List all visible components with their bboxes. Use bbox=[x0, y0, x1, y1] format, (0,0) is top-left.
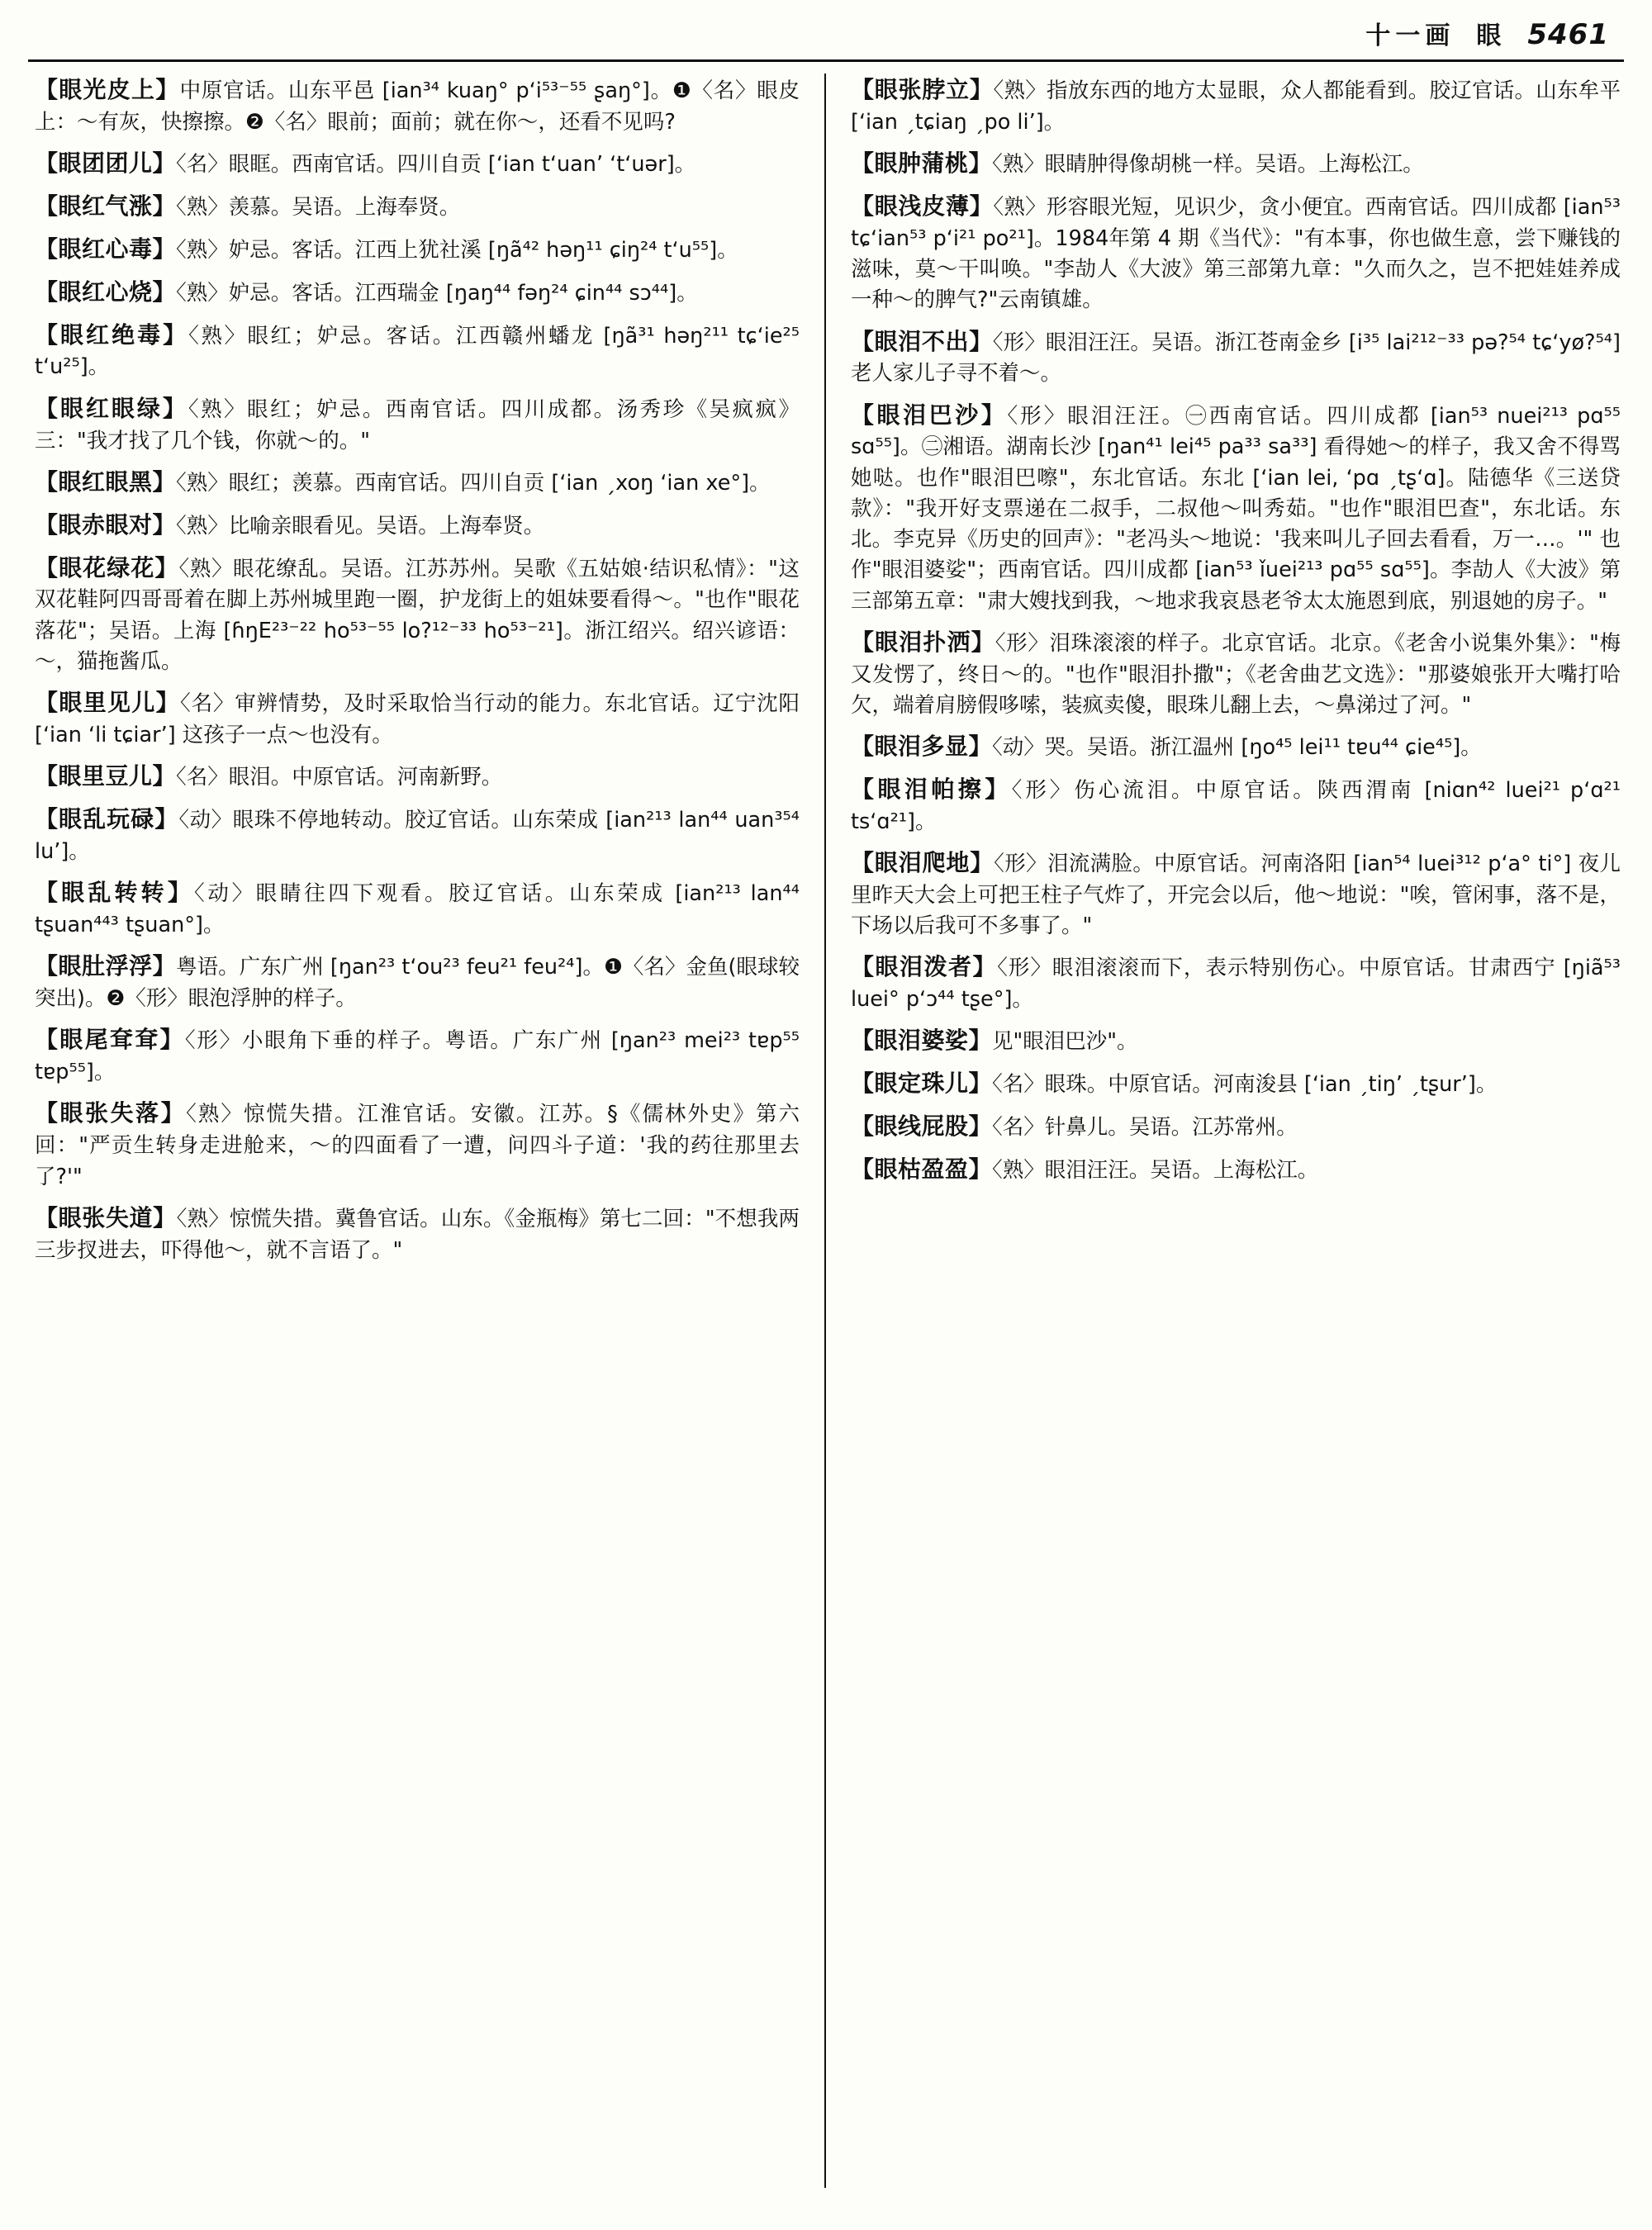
header-divider bbox=[28, 59, 1624, 62]
entry-headword: 【眼里豆儿】 bbox=[35, 762, 177, 790]
dictionary-entry bbox=[35, 276, 800, 310]
entry-body: 〈动〉哭。吴语。浙江温州 [ŋo⁴⁵ lei¹¹ tɐu⁴⁴ ɕie⁴⁵]。 bbox=[992, 735, 1482, 761]
dictionary-entry bbox=[35, 466, 800, 500]
entry-headword: 【眼泪泼者】 bbox=[851, 953, 998, 981]
entry-body: 〈熟〉指放东西的地方太显眼，众人都能看到。胶辽官话。山东牟平 [ʻian ˏtɕiaŋ ˏpo liʼ]。 bbox=[851, 78, 1621, 135]
entry-headword: 【眼红眼黑】 bbox=[35, 467, 177, 496]
entry-headword: 【眼枯盈盈】 bbox=[851, 1155, 993, 1184]
dictionary-entry bbox=[851, 730, 1621, 764]
entry-headword: 【眼泪婆娑】 bbox=[851, 1027, 993, 1055]
entry-body: 粤语。广东广州 [ŋan²³ tʻou²³ feu²¹ feu²⁴]。❶〈名〉金鱼(眼球较突出)。❷〈形〉眼泡浮肿的样子。 bbox=[35, 955, 800, 1012]
left-column bbox=[28, 74, 826, 2188]
entry-body: 中原官话。山东平邑 [ian³⁴ kuaŋ° pʻi⁵³⁻⁵⁵ ʂaŋ°]。❶〈名〉眼皮上：～有灰，快擦擦。❷〈名〉眼前；面前；就在你～，还看不见吗? bbox=[35, 78, 800, 135]
entry-body: 〈形〉小眼角下垂的样子。粤语。广东广州 [ŋan²³ mei²³ tɐp⁵⁵ tɐp⁵⁵]。 bbox=[35, 1028, 800, 1085]
header-stroke-label: 十一画 bbox=[1365, 21, 1455, 50]
entry-headword: 【眼泪不出】 bbox=[851, 327, 993, 355]
dictionary-entry bbox=[35, 876, 800, 941]
page-header bbox=[28, 15, 1624, 58]
header-section-char: 眼 bbox=[1476, 21, 1507, 50]
dictionary-entry bbox=[851, 1153, 1621, 1187]
right-column bbox=[826, 74, 1624, 2188]
entry-body: 〈动〉眼睛往四下观看。胶辽官话。山东荣成 [ian²¹³ lan⁴⁴ tʂuan⁴⁴³ tʂuan°]。 bbox=[35, 881, 800, 937]
dictionary-entry bbox=[35, 509, 800, 543]
dictionary-entry bbox=[35, 319, 800, 383]
dictionary-entry bbox=[35, 686, 800, 751]
entry-headword: 【眼肿蒲桃】 bbox=[851, 149, 993, 178]
entry-headword: 【眼乱玩碌】 bbox=[35, 805, 179, 833]
dictionary-entry bbox=[851, 74, 1621, 138]
dictionary-entry bbox=[35, 1023, 800, 1088]
dictionary-entry bbox=[851, 325, 1621, 390]
dictionary-entry bbox=[35, 147, 800, 181]
entry-body: 见"眼泪巴沙"。 bbox=[992, 1029, 1138, 1055]
entry-body: 〈形〉泪珠滚滚的样子。北京官话。北京。《老舍小说集外集》："梅又发愣了，终日～的。"也作"眼泪扑撒"；《老舍曲艺文选》："那婆娘张开大嘴打哈欠，端着肩膀假哆嗦，装疯卖傻，眼珠儿翻上去，～鼻涕过了河。" bbox=[851, 630, 1621, 718]
dictionary-entry bbox=[35, 1202, 800, 1266]
entry-headword: 【眼乱转转】 bbox=[35, 879, 195, 907]
dictionary-entry bbox=[851, 773, 1621, 837]
entry-body: 〈熟〉眼睛肿得像胡桃一样。吴语。上海松江。 bbox=[992, 152, 1424, 178]
entry-body: 〈形〉眼泪滚滚而下，表示特别伤心。中原官话。甘肃西宁 [ŋiã⁵³ luei° pʻɔ⁴⁴ tʂe°]。 bbox=[851, 956, 1621, 1013]
entry-body: 〈熟〉妒忌。客话。江西瑞金 [ŋaŋ⁴⁴ fəŋ²⁴ ɕin⁴⁴ sɔ⁴⁴]。 bbox=[176, 280, 698, 306]
entry-headword: 【眼泪扑洒】 bbox=[851, 628, 995, 656]
entry-body: 〈名〉针鼻儿。吴语。江苏常州。 bbox=[992, 1115, 1298, 1141]
entry-body: 〈熟〉眼红；妒忌。西南官话。四川成都。汤秀珍《吴疯疯》三："我才找了几个钱，你就～的。" bbox=[35, 396, 800, 453]
dictionary-entry bbox=[851, 626, 1621, 721]
entry-headword: 【眼线屁股】 bbox=[851, 1113, 993, 1141]
dictionary-entry bbox=[851, 190, 1621, 316]
entry-body: 〈熟〉惊慌失措。江淮官话。安徽。江苏。§《儒林外史》第六回："严贡生转身走进舱来，～的四面看了一遭，问四斗子道：'我的药往那里去了?'" bbox=[35, 1102, 800, 1189]
entry-body: 〈熟〉羡慕。吴语。上海奉贤。 bbox=[176, 194, 461, 220]
entry-headword: 【眼张脖立】 bbox=[851, 76, 994, 103]
dictionary-entry bbox=[35, 1097, 800, 1192]
entry-body: 〈形〉伤心流泪。中原官话。陕西渭南 [niɑn⁴² luei²¹ pʻɑ²¹ tsʻɑ²¹]。 bbox=[851, 777, 1621, 834]
entry-body: 〈形〉眼泪汪汪。㊀西南官话。四川成都 [ian⁵³ nuei²¹³ pɑ⁵⁵ sɑ⁵⁵]。㊁湘语。湖南长沙 [ŋan⁴¹ lei⁴⁵ pa³³ sa³³] 看得她～的样子，我又舍不得骂她哒。也作"眼泪巴嚓"，东北官话。东北 [ʻian lei, ʻpɑ ˏtʂʻɑ]。陆德华《三送贷款》："我开好支票递在二叔手，二叔他～叫秀茹。"也作"眼泪巴查"，东北话。东北。李克异《历史的回声》："老冯头～地说：'我来叫儿子回去看看，万一…。'" 也作"眼泪婆娑"；西南官话。四川成都 [ian⁵³ ǐuei²¹³ pɑ⁵⁵ sɑ⁵⁵]。李劼人《大波》第三部第五章："肃大嫂找到我，～地求我哀恳老爷太太施恩到底，别退她的房子。" bbox=[851, 403, 1621, 614]
entry-headword: 【眼泪帕擦】 bbox=[851, 775, 1012, 803]
entry-headword: 【眼光皮上】 bbox=[35, 76, 180, 103]
entry-headword: 【眼定珠儿】 bbox=[851, 1070, 993, 1098]
dictionary-entry bbox=[35, 392, 800, 457]
dictionary-entry bbox=[35, 190, 800, 224]
entry-body: 〈名〉审辨情势，及时采取恰当行动的能力。东北官话。辽宁沈阳 [ʻian ʻli tɕiarʼ] 这孩子一点～也没有。 bbox=[35, 691, 800, 747]
dictionary-entry bbox=[35, 760, 800, 794]
entry-headword: 【眼张失落】 bbox=[35, 1099, 187, 1127]
dictionary-entry bbox=[35, 950, 800, 1014]
entry-headword: 【眼浅皮薄】 bbox=[851, 192, 994, 220]
page-number: 5461 bbox=[1527, 18, 1609, 51]
dictionary-entry bbox=[851, 399, 1621, 617]
entry-body: 〈熟〉形容眼光短，见识少，贪小便宜。西南官话。四川成都 [ian⁵³ tɕʻian⁵³ pʻi²¹ po²¹]。1984年第 4 期《当代》："有本事，你也做生意，尝下赚钱的滋味，莫～干叫唤。"李劼人《大波》第三部第九章："久而久之，岂不把娃娃养成一种～的脾气?"云南镇雄。 bbox=[851, 194, 1621, 313]
columns-container bbox=[28, 74, 1624, 2188]
entry-headword: 【眼红绝毒】 bbox=[35, 320, 189, 349]
dictionary-entry bbox=[35, 233, 800, 267]
entry-headword: 【眼红心毒】 bbox=[35, 235, 177, 263]
dictionary-entry bbox=[851, 1024, 1621, 1058]
dictionary-entry bbox=[851, 1110, 1621, 1144]
entry-headword: 【眼里见儿】 bbox=[35, 689, 180, 717]
dictionary-entry bbox=[35, 803, 800, 867]
entry-body: 〈熟〉眼红；妒忌。客话。江西赣州蟠龙 [ŋã³¹ həŋ²¹¹ tɕʻie²⁵ tʻu²⁵]。 bbox=[35, 323, 800, 380]
entry-body: 〈熟〉惊慌失措。冀鲁官话。山东。《金瓶梅》第七二回："不想我两三步扠进去，吓得他～，就不言语了。" bbox=[35, 1206, 800, 1263]
dictionary-entry bbox=[851, 1067, 1621, 1101]
entry-headword: 【眼泪爬地】 bbox=[851, 849, 995, 877]
entry-body: 〈动〉眼珠不停地转动。胶辽官话。山东荣成 [ian²¹³ lan⁴⁴ uan³⁵⁴ luʼ]。 bbox=[35, 808, 800, 864]
dictionary-entry bbox=[35, 552, 800, 678]
entry-headword: 【眼花绿花】 bbox=[35, 553, 179, 581]
dictionary-entry bbox=[851, 951, 1621, 1015]
entry-headword: 【眼团团儿】 bbox=[35, 149, 177, 178]
entry-body: 〈名〉眼泪。中原官话。河南新野。 bbox=[176, 765, 503, 790]
entry-body: 〈形〉泪流满脸。中原官话。河南洛阳 [ian⁵⁴ luei³¹² pʻa° ti°] 夜儿里昨天大会上可把王柱子气炸了，开完会以后，他～地说："唉，管闲事，落不是，下场以后我可不多事了。" bbox=[851, 852, 1621, 939]
entry-headword: 【眼红气涨】 bbox=[35, 192, 177, 220]
dictionary-entry bbox=[35, 74, 800, 138]
entry-headword: 【眼泪多显】 bbox=[851, 733, 993, 761]
dictionary-entry bbox=[851, 847, 1621, 942]
entry-headword: 【眼赤眼对】 bbox=[35, 510, 177, 539]
dictionary-entry bbox=[851, 147, 1621, 181]
entry-body: 〈形〉眼泪汪汪。吴语。浙江苍南金乡 [i³⁵ lai²¹²⁻³³ pə?⁵⁴ tɕʻyø?⁵⁴] 老人家儿子寻不着～。 bbox=[851, 330, 1621, 387]
entry-headword: 【眼张失道】 bbox=[35, 1203, 177, 1231]
entry-headword: 【眼红眼绿】 bbox=[35, 394, 188, 422]
entry-headword: 【眼尾耷耷】 bbox=[35, 1026, 185, 1054]
entry-body: 〈熟〉妒忌。客话。江西上犹社溪 [ŋã⁴² həŋ¹¹ ɕiŋ²⁴ tʻu⁵⁵]。 bbox=[176, 237, 738, 263]
entry-body: 〈名〉眼眶。西南官话。四川自贡 [ʻian tʻuanʼ ʻtʻuər]。 bbox=[176, 152, 696, 178]
entry-body: 〈熟〉眼花缭乱。吴语。江苏苏州。吴歌《五姑娘·结识私情》："这双花鞋阿四哥哥着在脚上苏州城里跑一圈，护龙街上的姐妹要看得～。"也作"眼花落花"；吴语。上海 [ɦŋE²³⁻²² ho⁵³⁻⁵⁵ lo?¹²⁻³³ ho⁵³⁻²¹]。浙江绍兴。绍兴谚语：～，猫拖酱瓜。 bbox=[35, 556, 800, 674]
entry-headword: 【眼泪巴沙】 bbox=[851, 401, 1008, 429]
entry-headword: 【眼肚浮浮】 bbox=[35, 952, 177, 980]
entry-body: 〈熟〉眼泪汪汪。吴语。上海松江。 bbox=[992, 1158, 1319, 1184]
entry-body: 〈熟〉眼红；羡慕。西南官话。四川自贡 [ʻian ˏxoŋ ʻian xe°]。 bbox=[176, 470, 771, 496]
entry-body: 〈名〉眼珠。中原官话。河南浚县 [ʻian ˏtiŋʼ ˏtʂurʼ]。 bbox=[992, 1072, 1498, 1098]
entry-body: 〈熟〉比喻亲眼看见。吴语。上海奉贤。 bbox=[176, 513, 545, 539]
entry-headword: 【眼红心烧】 bbox=[35, 278, 177, 306]
